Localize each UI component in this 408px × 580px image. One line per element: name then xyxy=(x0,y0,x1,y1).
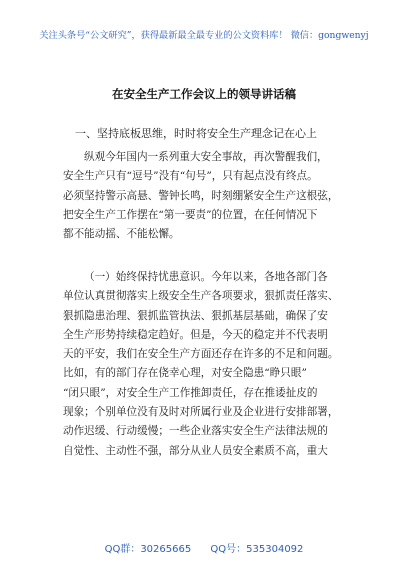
paragraph-line: 狠抓隐患治理、狠抓监管执法、狠抓基层基础，确保了安 xyxy=(63,309,328,322)
footer-qq-number: QQ号：535304092 xyxy=(210,544,304,555)
paragraph-line: 动作迟缓、行动缓慢；一些企业落实安全生产法律法规的 xyxy=(63,425,328,438)
paragraph-line: 都不能动摇、不能松懈。 xyxy=(63,228,180,241)
paragraph-line: 现象；个别单位没有及时对所属行业及企业进行安排部署， xyxy=(63,406,339,419)
paragraph-line: 单位认真贯彻落实上级安全生产各项要求，狠抓责任落实、 xyxy=(63,290,339,303)
paragraph-line: “闭只眼”，对安全生产工作推卸责任，存在推诿扯皮的 xyxy=(63,386,318,399)
footer-qq-group: QQ群：30265665 xyxy=(104,544,192,555)
paragraph-line: 把安全生产工作摆在“第一要责”的位置，在任何情况下 xyxy=(63,208,318,221)
paragraph-line: 天的平安，我们在安全生产方面还存在许多的不足和问题。 xyxy=(63,348,339,361)
paragraph-line: （一）始终保持忧患意识。今年以来，各地各部门各 xyxy=(84,271,328,283)
section-heading: 一、坚持底板思维，时时将安全生产理念记在心上 xyxy=(75,127,317,140)
header-notice: 关注头条号“公文研究”，获得最新最全最专业的公文资料库！ 微信：gongwenyj xyxy=(39,30,369,41)
paragraph-2 xyxy=(63,268,347,461)
paragraph-line: 纵观今年国内一系列重大安全事故，再次警醒我们， xyxy=(84,151,328,163)
paragraph-line: 必须坚持警示高悬、警钟长鸣，时刻绷紧安全生产这根弦， xyxy=(63,189,339,202)
paragraph-line: 全生产形势持续稳定趋好。但是，今天的稳定并不代表明 xyxy=(63,328,328,341)
paragraph-line: 自觉性、主动性不强，部分从业人员安全素质不高，重大 xyxy=(63,444,328,457)
footer-contact xyxy=(0,540,408,555)
document-title: 在安全生产工作会议上的领导讲话稿 xyxy=(112,87,296,101)
paragraph-line: 安全生产只有“逗号”没有“句号”，只有起点没有终点。 xyxy=(63,170,318,183)
paragraph-line: 比如，有的部门存在侥幸心理，对安全隐患“睁只眼” xyxy=(63,367,307,380)
paragraph-1 xyxy=(63,148,347,244)
